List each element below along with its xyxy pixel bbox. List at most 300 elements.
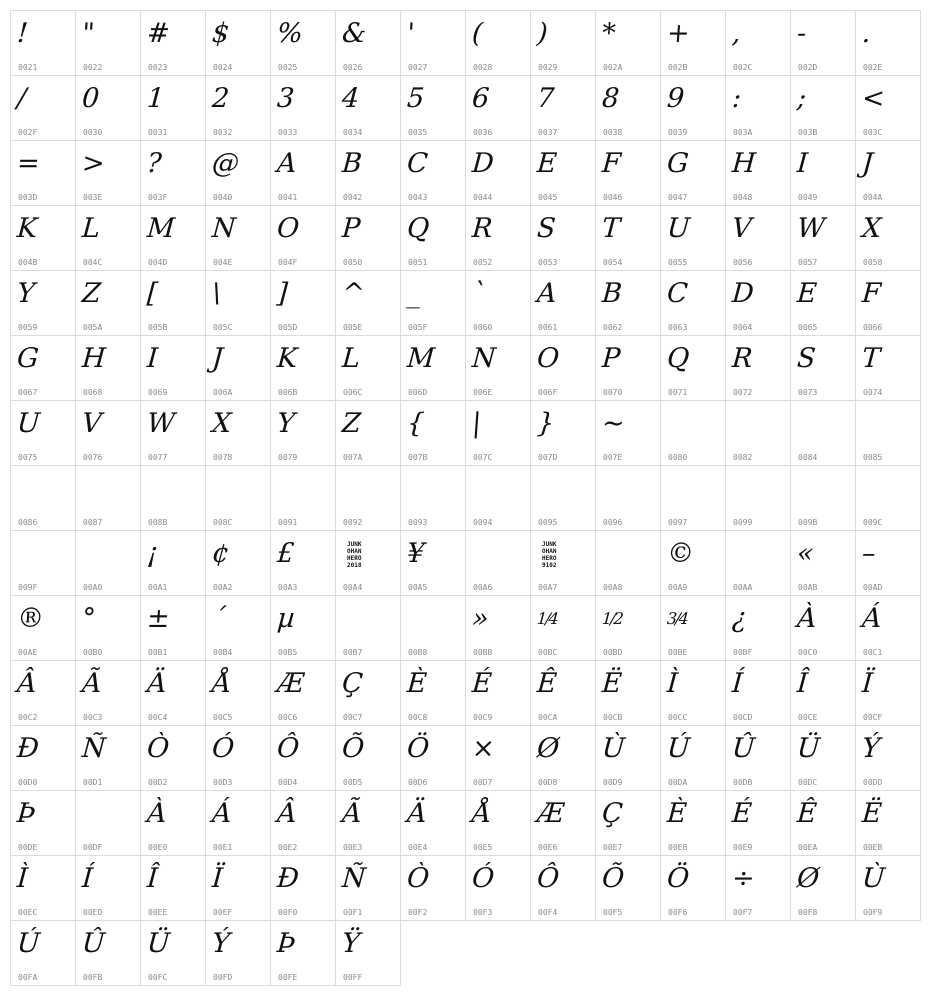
glyph-code-label: 0061 — [538, 323, 558, 332]
glyph-sample: 1/4 — [536, 609, 558, 628]
glyph-cell — [595, 400, 661, 466]
glyph-cell — [465, 400, 531, 466]
glyph-sample: Ã — [340, 798, 362, 829]
glyph-sample: P — [600, 343, 621, 374]
glyph-code-label: 00A0 — [83, 583, 103, 592]
glyph-cell — [855, 530, 921, 596]
glyph-cell — [400, 530, 466, 596]
glyph-sample: > — [80, 148, 105, 179]
glyph-sample: Ë — [600, 668, 622, 699]
glyph-cell — [790, 10, 856, 76]
glyph-cell — [465, 790, 531, 856]
glyph-cell — [270, 75, 336, 141]
glyph-sample: F — [860, 278, 881, 309]
glyph-cell — [725, 595, 791, 661]
glyph-code-label: 00EE — [148, 908, 168, 917]
glyph-cell — [400, 465, 466, 531]
glyph-sample: Õ — [600, 863, 625, 894]
glyph-cell — [595, 660, 661, 726]
glyph-sample: = — [15, 148, 40, 179]
glyph-code-label: 0080 — [668, 453, 688, 462]
glyph-code-label: 00FA — [18, 973, 38, 982]
glyph-sample: Ò — [145, 733, 170, 764]
glyph-sample: Ä — [145, 668, 167, 699]
glyph-cell — [140, 75, 206, 141]
glyph-sample: Õ — [340, 733, 365, 764]
glyph-sample: 1 — [145, 83, 165, 114]
glyph-cell — [595, 270, 661, 336]
glyph-cell — [270, 790, 336, 856]
glyph-code-label: 00C4 — [148, 713, 168, 722]
glyph-code-label: 00CA — [538, 713, 558, 722]
glyph-cell — [660, 140, 726, 206]
glyph-code-label: 00C0 — [798, 648, 818, 657]
glyph-sample: @ — [210, 148, 240, 179]
glyph-cell — [725, 270, 791, 336]
glyph-sample: Â — [15, 668, 37, 699]
glyph-sample: © — [665, 538, 695, 569]
glyph-cell — [75, 205, 141, 271]
glyph-code-label: 0062 — [603, 323, 623, 332]
glyph-code-label: 0073 — [798, 388, 818, 397]
glyph-cell — [855, 595, 921, 661]
glyph-cell — [75, 660, 141, 726]
glyph-code-label: 008B — [148, 518, 168, 527]
glyph-code-label: 006E — [473, 388, 493, 397]
glyph-cell — [660, 205, 726, 271]
glyph-cell — [140, 465, 206, 531]
glyph-code-label: 00E5 — [473, 843, 493, 852]
glyph-code-label: 00BE — [668, 648, 688, 657]
glyph-code-label: 00F8 — [798, 908, 818, 917]
glyph-cell — [400, 790, 466, 856]
glyph-code-label: 0057 — [798, 258, 818, 267]
glyph-code-label: 00FC — [148, 973, 168, 982]
glyph-code-label: 002B — [668, 63, 688, 72]
glyph-cell — [140, 530, 206, 596]
glyph-cell — [465, 335, 531, 401]
glyph-sample: Ú — [665, 733, 690, 764]
glyph-code-label: 00ED — [83, 908, 103, 917]
glyph-cell — [140, 660, 206, 726]
glyph-code-label: 0067 — [18, 388, 38, 397]
glyph-cell — [660, 855, 726, 921]
glyph-sample: Ú — [15, 928, 40, 959]
glyph-sample: 0 — [80, 83, 100, 114]
glyph-sample: Ó — [210, 733, 235, 764]
glyph-cell — [10, 595, 76, 661]
glyph-code-label: 0023 — [148, 63, 168, 72]
glyph-sample: Ì — [665, 668, 678, 699]
glyph-cell — [205, 530, 271, 596]
glyph-cell — [465, 75, 531, 141]
glyph-cell — [335, 10, 401, 76]
glyph-cell — [140, 10, 206, 76]
glyph-code-label: 00C5 — [213, 713, 233, 722]
glyph-code-label: 005E — [343, 323, 363, 332]
glyph-sample: V — [80, 408, 102, 439]
glyph-sample: N — [210, 213, 236, 244]
glyph-cell — [10, 725, 76, 791]
glyph-cell — [10, 75, 76, 141]
glyph-sample: Å — [210, 668, 232, 699]
glyph-sample: < — [860, 83, 885, 114]
glyph-cell — [75, 270, 141, 336]
glyph-cell — [660, 790, 726, 856]
glyph-code-label: 00FE — [278, 973, 298, 982]
glyph-sample: \ — [210, 278, 222, 309]
glyph-sample: Á — [860, 603, 882, 634]
glyph-cell — [725, 140, 791, 206]
glyph-sample: Ø — [795, 863, 820, 894]
glyph-sample: Â — [275, 798, 297, 829]
glyph-sample: [ — [145, 278, 158, 309]
glyph-sample: B — [340, 148, 362, 179]
glyph-code-label: 003B — [798, 128, 818, 137]
glyph-code-label: 009B — [798, 518, 818, 527]
glyph-code-label: 00CE — [798, 713, 818, 722]
logo-glyph: JUNK OHAN HERO 2018 — [347, 541, 362, 569]
glyph-cell — [530, 465, 596, 531]
glyph-sample: ] — [275, 278, 288, 309]
glyph-code-label: 0034 — [343, 128, 363, 137]
glyph-sample: { — [405, 408, 425, 439]
glyph-code-label: 00A1 — [148, 583, 168, 592]
glyph-cell — [10, 530, 76, 596]
glyph-code-label: 00E0 — [148, 843, 168, 852]
glyph-sample: A — [275, 148, 297, 179]
glyph-code-label: 0037 — [538, 128, 558, 137]
glyph-code-label: 0060 — [473, 323, 493, 332]
glyph-sample: G — [15, 343, 39, 374]
glyph-cell — [140, 920, 206, 986]
glyph-sample: 1/2 — [601, 609, 623, 628]
glyph-code-label: 0036 — [473, 128, 493, 137]
glyph-cell — [10, 205, 76, 271]
glyph-code-label: 007D — [538, 453, 558, 462]
glyph-sample: ¢ — [210, 538, 230, 569]
glyph-cell — [400, 140, 466, 206]
glyph-cell — [530, 335, 596, 401]
glyph-sample: I — [145, 343, 158, 374]
glyph-code-label: 00AE — [18, 648, 38, 657]
glyph-cell — [10, 920, 76, 986]
glyph-sample: É — [730, 798, 752, 829]
glyph-cell — [10, 140, 76, 206]
glyph-code-label: 009F — [18, 583, 38, 592]
glyph-sample: Ö — [405, 733, 430, 764]
glyph-code-label: 0065 — [798, 323, 818, 332]
glyph-sample: " — [80, 18, 95, 49]
glyph-code-label: 0059 — [18, 323, 38, 332]
glyph-cell — [75, 855, 141, 921]
glyph-sample: Ï — [210, 863, 223, 894]
glyph-code-label: 007C — [473, 453, 493, 462]
glyph-sample: Ñ — [80, 733, 106, 764]
glyph-code-label: 0095 — [538, 518, 558, 527]
glyph-code-label: 006C — [343, 388, 363, 397]
glyph-sample: 6 — [470, 83, 490, 114]
glyph-sample: Í — [730, 668, 743, 699]
glyph-cell — [400, 10, 466, 76]
glyph-code-label: 007B — [408, 453, 428, 462]
glyph-sample: Û — [80, 928, 105, 959]
glyph-sample: 9 — [665, 83, 685, 114]
glyph-sample: ^ — [340, 278, 365, 309]
glyph-sample: Ë — [860, 798, 882, 829]
glyph-cell — [270, 465, 336, 531]
glyph-sample: È — [405, 668, 427, 699]
glyph-code-label: 00A3 — [278, 583, 298, 592]
glyph-sample: R — [470, 213, 493, 244]
glyph-code-label: 0050 — [343, 258, 363, 267]
glyph-cell — [595, 140, 661, 206]
glyph-code-label: 0071 — [668, 388, 688, 397]
glyph-code-label: 00C6 — [278, 713, 298, 722]
glyph-sample: Ò — [405, 863, 430, 894]
glyph-code-label: 0066 — [863, 323, 883, 332]
glyph-sample: Ê — [535, 668, 557, 699]
glyph-sample: M — [405, 343, 435, 374]
glyph-sample: 5 — [405, 83, 425, 114]
glyph-sample: × — [470, 733, 495, 764]
glyph-code-label: 0035 — [408, 128, 428, 137]
glyph-cell — [660, 530, 726, 596]
glyph-code-label: 00A5 — [408, 583, 428, 592]
glyph-cell — [790, 855, 856, 921]
glyph-sample: ~ — [600, 408, 625, 439]
glyph-cell — [725, 10, 791, 76]
glyph-cell — [790, 400, 856, 466]
glyph-code-label: 0076 — [83, 453, 103, 462]
glyph-code-label: 00E1 — [213, 843, 233, 852]
glyph-code-label: 0041 — [278, 193, 298, 202]
glyph-cell — [205, 790, 271, 856]
glyph-code-label: 003D — [18, 193, 38, 202]
glyph-code-label: 007A — [343, 453, 363, 462]
glyph-sample: « — [795, 538, 814, 569]
glyph-cell — [725, 530, 791, 596]
glyph-code-label: 00EB — [863, 843, 883, 852]
glyph-cell — [400, 400, 466, 466]
glyph-cell — [855, 75, 921, 141]
glyph-sample: 3/4 — [666, 609, 688, 628]
glyph-sample: J — [210, 343, 223, 374]
glyph-code-label: 0072 — [733, 388, 753, 397]
glyph-code-label: 00C1 — [863, 648, 883, 657]
glyph-sample: ´ — [210, 603, 226, 634]
glyph-cell — [595, 205, 661, 271]
glyph-code-label: 00B8 — [408, 648, 428, 657]
glyph-cell — [790, 205, 856, 271]
glyph-cell — [335, 790, 401, 856]
glyph-cell — [530, 10, 596, 76]
glyph-sample: ° — [80, 603, 96, 634]
glyph-code-label: 005B — [148, 323, 168, 332]
glyph-cell — [205, 270, 271, 336]
glyph-cell — [465, 855, 531, 921]
glyph-cell — [205, 855, 271, 921]
glyph-cell — [335, 530, 401, 596]
glyph-code-label: 00BF — [733, 648, 753, 657]
glyph-code-label: 00A8 — [603, 583, 623, 592]
glyph-cell — [790, 75, 856, 141]
glyph-cell — [855, 855, 921, 921]
glyph-cell — [140, 400, 206, 466]
glyph-sample: Þ — [275, 928, 296, 959]
glyph-cell — [790, 335, 856, 401]
glyph-cell — [530, 75, 596, 141]
glyph-code-label: 00DB — [733, 778, 753, 787]
glyph-cell — [270, 595, 336, 661]
glyph-code-label: 00FD — [213, 973, 233, 982]
glyph-code-label: 00E2 — [278, 843, 298, 852]
glyph-cell — [530, 790, 596, 856]
glyph-code-label: 004A — [863, 193, 883, 202]
glyph-code-label: 00E3 — [343, 843, 363, 852]
glyph-cell — [270, 335, 336, 401]
glyph-code-label: 0096 — [603, 518, 623, 527]
glyph-code-label: 009C — [863, 518, 883, 527]
glyph-sample: Q — [665, 343, 690, 374]
glyph-cell — [335, 920, 401, 986]
glyph-sample: ¡ — [145, 538, 158, 569]
glyph-code-label: 00B5 — [278, 648, 298, 657]
glyph-cell — [530, 725, 596, 791]
glyph-code-label: 00F3 — [473, 908, 493, 917]
glyph-code-label: 00E4 — [408, 843, 428, 852]
glyph-code-label: 00F6 — [668, 908, 688, 917]
glyph-code-label: 00CC — [668, 713, 688, 722]
glyph-sample: # — [145, 18, 170, 49]
glyph-cell — [855, 335, 921, 401]
glyph-sample: M — [145, 213, 175, 244]
glyph-sample: C — [665, 278, 688, 309]
glyph-code-label: 0064 — [733, 323, 753, 332]
glyph-code-label: 0068 — [83, 388, 103, 397]
glyph-cell — [140, 140, 206, 206]
glyph-code-label: 005F — [408, 323, 428, 332]
glyph-code-label: 005A — [83, 323, 103, 332]
glyph-cell — [75, 530, 141, 596]
glyph-code-label: 00F2 — [408, 908, 428, 917]
glyph-cell — [400, 335, 466, 401]
glyph-sample: X — [860, 213, 882, 244]
glyph-sample: S — [535, 213, 556, 244]
glyph-code-label: 00E6 — [538, 843, 558, 852]
glyph-code-label: 00C9 — [473, 713, 493, 722]
glyph-code-label: 0049 — [798, 193, 818, 202]
glyph-code-label: 002F — [18, 128, 38, 137]
glyph-cell — [725, 335, 791, 401]
glyph-sample: È — [665, 798, 687, 829]
glyph-cell — [725, 660, 791, 726]
glyph-cell — [205, 335, 271, 401]
glyph-sample: 7 — [535, 83, 555, 114]
glyph-sample: Æ — [275, 668, 305, 699]
glyph-cell — [205, 725, 271, 791]
glyph-sample: L — [340, 343, 361, 374]
glyph-code-label: 0099 — [733, 518, 753, 527]
glyph-code-label: 00BB — [473, 648, 493, 657]
glyph-cell — [465, 530, 531, 596]
glyph-cell — [660, 10, 726, 76]
glyph-sample: Í — [80, 863, 93, 894]
glyph-sample: Ç — [340, 668, 363, 699]
glyph-code-label: 0092 — [343, 518, 363, 527]
glyph-sample: . — [860, 18, 871, 49]
glyph-sample: Ï — [860, 668, 873, 699]
glyph-sample: Y — [15, 278, 35, 309]
glyph-sample: µ — [275, 603, 295, 634]
glyph-code-label: 0032 — [213, 128, 233, 137]
glyph-code-label: 004E — [213, 258, 233, 267]
glyph-code-label: 004F — [278, 258, 298, 267]
glyph-cell — [790, 725, 856, 791]
glyph-sample: K — [15, 213, 38, 244]
glyph-sample: E — [795, 278, 817, 309]
glyph-code-label: 00D2 — [148, 778, 168, 787]
glyph-cell — [595, 855, 661, 921]
glyph-cell — [335, 465, 401, 531]
glyph-code-label: 00B4 — [213, 648, 233, 657]
glyph-cell — [530, 140, 596, 206]
glyph-code-label: 00DA — [668, 778, 688, 787]
glyph-cell — [465, 595, 531, 661]
glyph-cell — [400, 595, 466, 661]
glyph-sample: / — [15, 83, 27, 114]
glyph-cell — [400, 725, 466, 791]
glyph-cell — [10, 335, 76, 401]
glyph-code-label: 00A9 — [668, 583, 688, 592]
glyph-code-label: 00D0 — [18, 778, 38, 787]
glyph-cell — [660, 75, 726, 141]
glyph-sample: Ÿ — [340, 928, 360, 959]
glyph-cell — [270, 920, 336, 986]
glyph-cell — [75, 465, 141, 531]
glyph-cell — [140, 335, 206, 401]
glyph-code-label: 003E — [83, 193, 103, 202]
glyph-cell — [725, 725, 791, 791]
glyph-code-label: 0040 — [213, 193, 233, 202]
glyph-code-label: 00F0 — [278, 908, 298, 917]
glyph-cell — [595, 790, 661, 856]
glyph-code-label: 0091 — [278, 518, 298, 527]
glyph-code-label: 00D3 — [213, 778, 233, 787]
glyph-cell — [855, 270, 921, 336]
glyph-cell — [75, 75, 141, 141]
glyph-cell — [400, 270, 466, 336]
glyph-cell — [465, 725, 531, 791]
glyph-code-label: 0079 — [278, 453, 298, 462]
glyph-sample: F — [600, 148, 621, 179]
glyph-sample: | — [470, 408, 482, 439]
glyph-code-label: 0078 — [213, 453, 233, 462]
glyph-cell — [530, 660, 596, 726]
glyph-cell — [140, 205, 206, 271]
glyph-cell — [595, 465, 661, 531]
glyph-sample: ( — [470, 18, 483, 49]
glyph-code-label: 00AA — [733, 583, 753, 592]
glyph-sample: & — [340, 18, 367, 49]
glyph-sample: T — [600, 213, 621, 244]
glyph-sample: 2 — [210, 83, 230, 114]
glyph-cell — [205, 205, 271, 271]
glyph-sample: Î — [145, 863, 158, 894]
glyph-cell — [205, 660, 271, 726]
glyph-cell — [790, 140, 856, 206]
glyph-cell — [205, 140, 271, 206]
